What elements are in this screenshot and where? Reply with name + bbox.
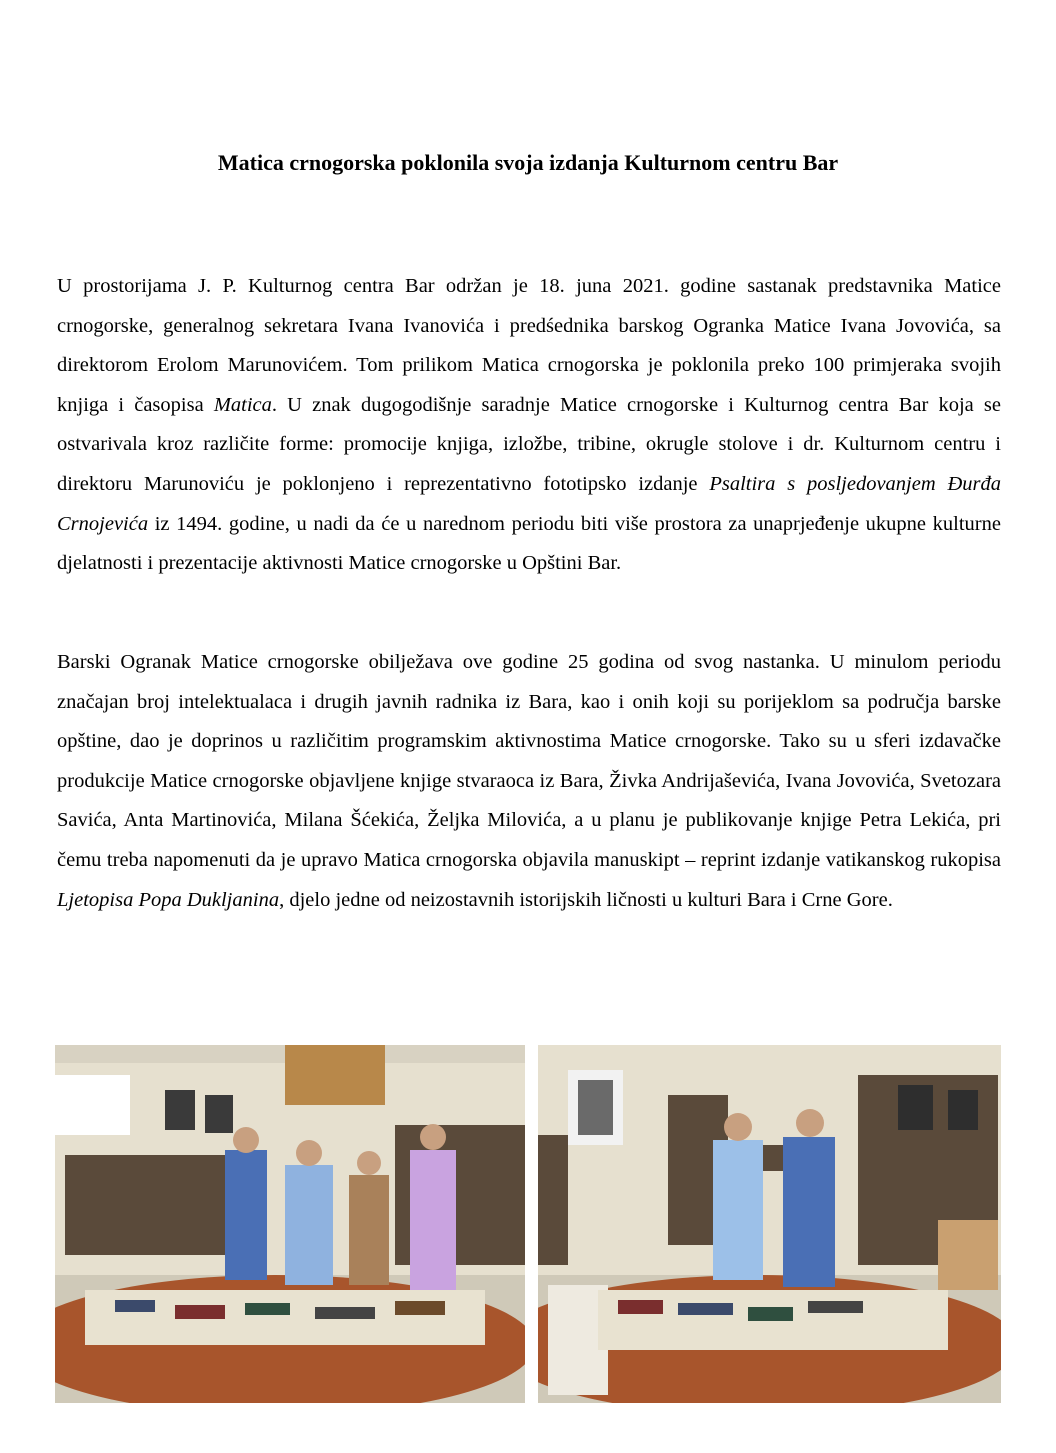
photo-group-portrait-drawing xyxy=(55,1045,525,1403)
paragraph-1-italic-1: Matica xyxy=(213,393,272,416)
paragraph-2-text-2: , djelo jedne od neizostavnih istorijskih ličnosti u kulturi Bara i Crne Gore. xyxy=(279,888,893,911)
paragraph-1-italic-2: Psaltira s posljedovanjem Đurđa Crnojevića xyxy=(57,472,1001,535)
paragraph-2-italic-1: Ljetopisa Popa Dukljanina xyxy=(57,888,280,911)
paragraph-1 xyxy=(57,267,1001,584)
page-title: Matica crnogorska poklonila svoja izdanja Kulturnom centru Bar xyxy=(217,150,839,175)
paragraph-2 xyxy=(57,643,1001,920)
photo-book-handover-drawing xyxy=(538,1045,1001,1403)
photo-group-portrait xyxy=(55,1045,525,1403)
paragraph-1-text-2: . U znak dugogodišnje saradnje Matice crnogorske i Kulturnog centra Bar koja se ostvarivala kroz različite forme: promocije knjiga, izložbe, tribine, okrugle stolove i dr. Kulturnom centru i direktoru Marunoviću je poklonjeno i reprezentativno fototipsko izdanje xyxy=(57,393,1001,495)
paragraph-2-text-1: Barski Ogranak Matice crnogorske obilježava ove godine 25 godina od svog nastanka. U minulom periodu značajan broj intelektualaca i drugih javnih radnika iz Bara, kao i onih koji su porijeklom sa područja barske opštine, dao je doprinos u različitim programskim aktivnostima Matice crnogorske. Tako su u sferi izdavačke produkcije Matice crnogorske objavljene knjige stvaraoca iz Bara, Živka Andrijaševića, Ivana Jovovića, Svetozara Savića, Anta Martinovića, Milana Šćekića, Željka Milovića, a u planu je publikovanje knjige Petra Lekića, pri čemu treba napomenuti da je upravo Matica crnogorska objavila manuskipt – reprint izdanje vatikanskog rukopisa xyxy=(57,651,1001,871)
paragraph-1-text-1: U prostorijama J. P. Kulturnog centra Bar održan je 18. juna 2021. godine sastanak predstavnika Matice crnogorske, generalnog sekretara Ivana Ivanovića i predśednika barskog Ogranka Matice Ivana Jovovića, sa direktorom Erolom Marunovićem. Tom prilikom Matica crnogorska je poklonila preko 100 primjeraka svojih knjiga i časopisa xyxy=(57,275,1001,416)
photo-book-handover xyxy=(538,1045,1001,1403)
paragraph-1-text-3: iz 1494. godine, u nadi da će u narednom periodu biti više prostora za unaprjeđenje ukupne kulturne djelatnosti i prezentacije aktivnosti Matice crnogorske u Opštini Bar. xyxy=(57,512,1001,575)
